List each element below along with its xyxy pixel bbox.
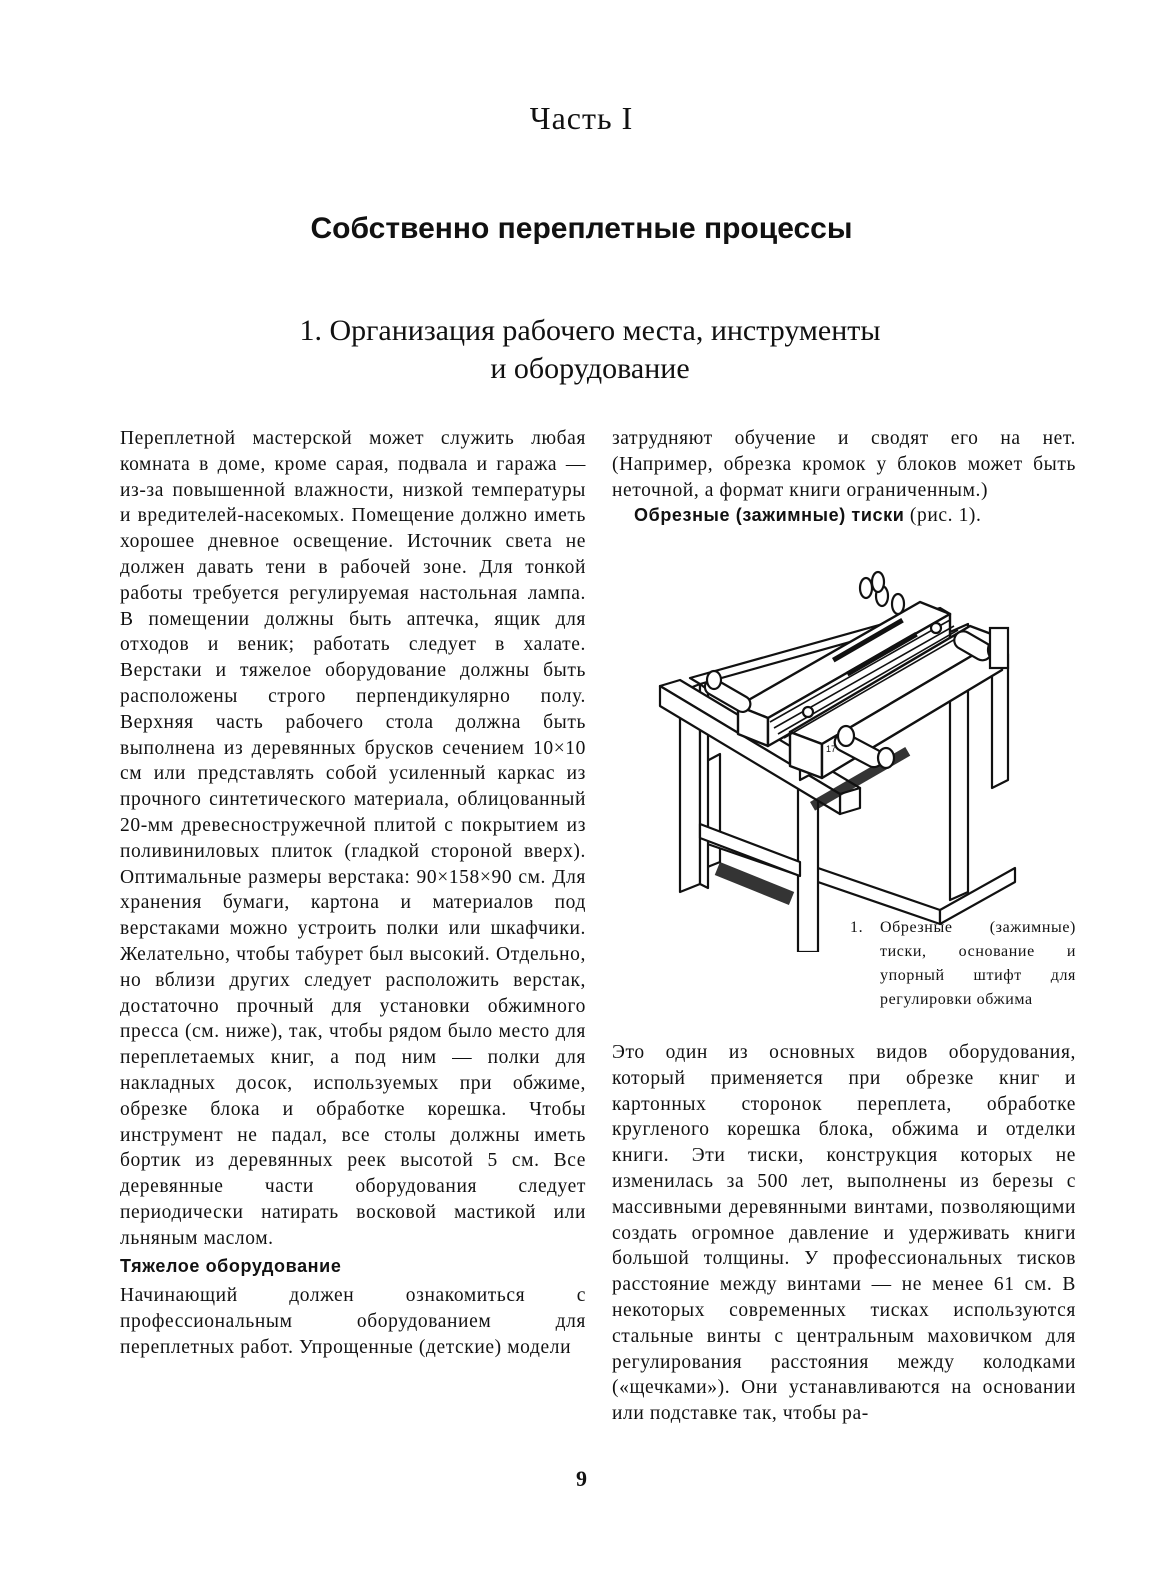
caption-number: 1. — [850, 919, 864, 936]
figure-caption — [850, 916, 1076, 1012]
chapter-title-line2: и оборудование — [490, 352, 690, 385]
subheading-heavy-equipment: Тяжелое оборудование — [120, 1255, 342, 1276]
right-paragraph-1: затрудняют обучение и сводят его на нет. (Например, обрезка кромок у блоков может быть неточной, а формат книги ограниченным.) — [612, 428, 1076, 501]
chapter-title — [180, 312, 1000, 388]
left-paragraph-2: Начинающий должен ознакомиться с профессиональным оборудованием для переплетных работ. Упрощенные (детские) модели — [120, 1285, 586, 1358]
right-heading-line — [612, 503, 1076, 529]
part-title: Часть I — [529, 100, 634, 136]
page-number: 9 — [576, 1466, 587, 1491]
inline-heading-trimming-press: Обрезные (зажимные) тиски — [634, 505, 905, 526]
right-column-top — [612, 426, 1076, 529]
right-paragraph-2: Это один из основных видов оборудования, который применяется при обрезке книг и картонных сторонок переплета, обработке кругленого корешка блока, обжима и отделки книги. Эти тиски, конструкция которых не изменилась за 500 лет, выполнены из березы с массивными деревянными винтами, позволяющими создать огромное давление и удерживать книги большой толщины. У профессиональных тисков расстояние между винтами — не менее 61 см. В некоторых современных тисках используются стальные винты с центральным маховичком для регулирования расстояния между колодками («щечками»). Они устанавливаются на основании или подставке так, чтобы ра- — [612, 1042, 1076, 1425]
chapter-title-line1: 1. Организация рабочего места, инструменты — [299, 314, 881, 347]
caption-text: Обрезные (зажимные) тиски, основание и упорный штифт для регулировки обжима — [880, 919, 1076, 1008]
right-column-bottom — [612, 1040, 1076, 1427]
left-column — [120, 426, 586, 1361]
section-title: Собственно переплетные процессы — [310, 212, 853, 245]
figure-reference: (рис. 1). — [904, 505, 982, 527]
left-paragraph-1: Переплетной мастерской может служить любая комната в доме, кроме сарая, подвала и гаража — из-за повышенной влажности, низкой температуры и вредителей-насекомых. Помещение должно иметь хорошее дневное освещение. Источник света не должен давать тени в рабочей зоне. Для тонкой работы требуется регулируемая настольная лампа. В помещении должны быть аптечка, ящик для отходов и веник; работать следует в халате. Верстаки и тяжелое оборудование должны быть расположены строго перпендикулярно полу. Верхняя часть рабочего стола должна быть выполнена из деревянных брусков сечением 10×10 см или представлять собой усиленный каркас из прочного синтетического материала, облицованный 20-мм древесностружечной плитой с покрытием из поливиниловых плиток (гладкой стороной вверх). Оптимальные размеры верстака: 90×158×90 см. Для хранения бумаги, картона и материалов под верстаками можно устроить полки или шкафчики. Желательно, чтобы табурет был высокий. Отдельно, но вблизи других следует расположить верстак, достаточно прочный для установки обжимного пресса (см. ниже), так, чтобы рядом было место для переплетаемых книг, а под ним — полки для накладных досок, используемых при обжиме, обрезке блока и обработке корешка. Чтобы инструмент не падал, все столы должны иметь бортик из деревянных реек высотой 5 см. Все деревянные части оборудования следует периодически натирать восковой мастикой или льняным маслом. — [120, 428, 586, 1249]
figure-label: 17 — [826, 744, 837, 754]
trimming-press-illustration-icon — [650, 562, 1080, 952]
